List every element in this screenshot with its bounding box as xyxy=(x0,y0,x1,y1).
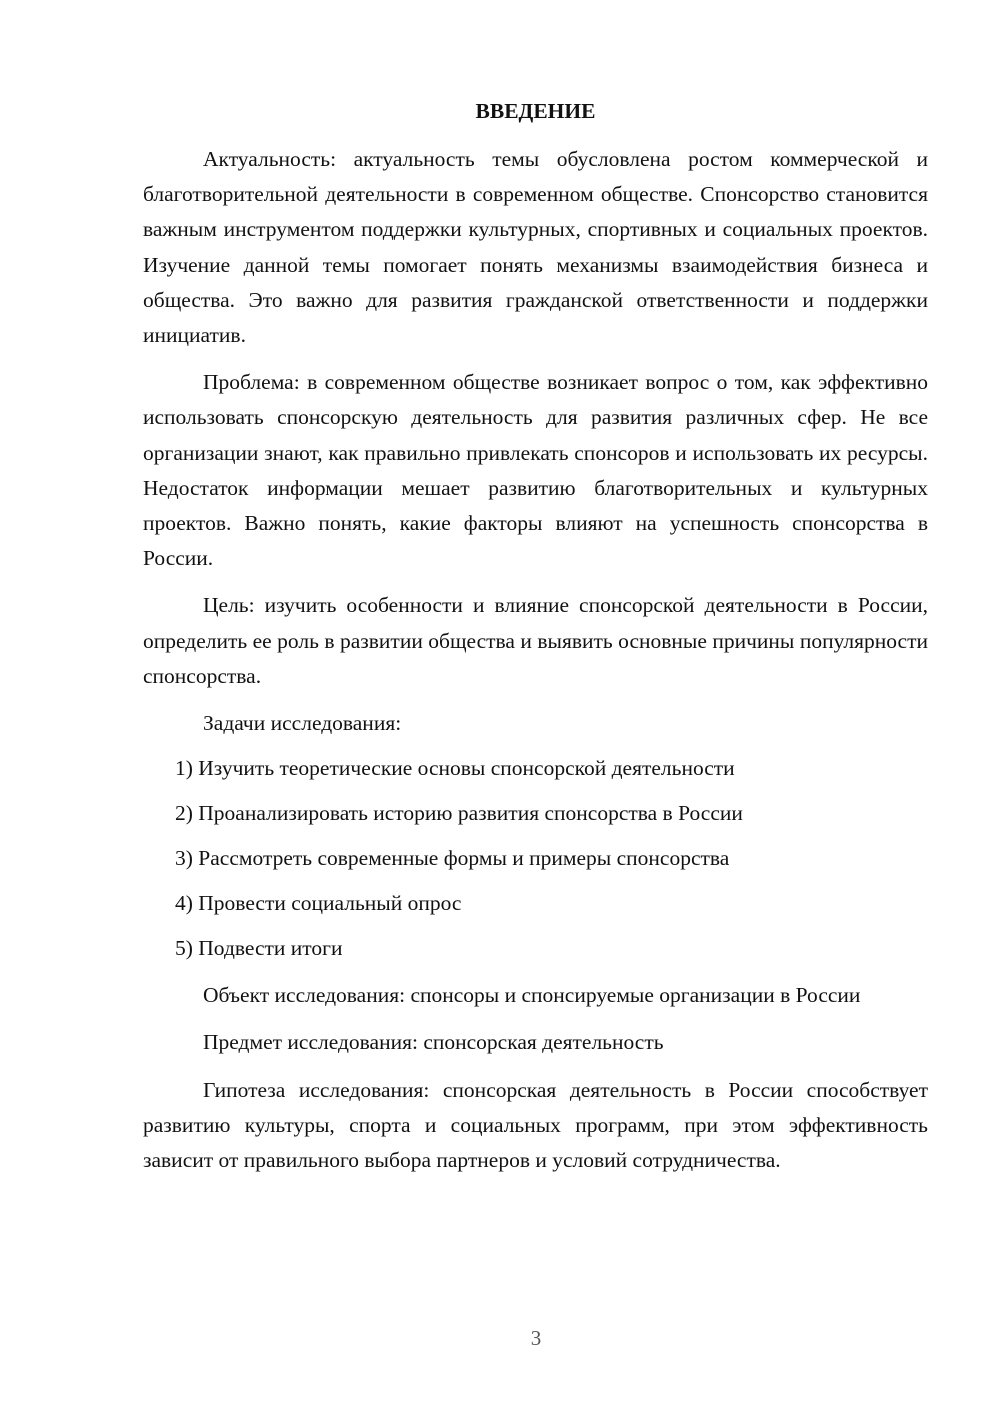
list-item: 4) Провести социальный опрос xyxy=(175,891,462,916)
document-page xyxy=(143,94,928,1178)
tasks-list xyxy=(143,751,928,966)
paragraph-subject: Предмет исследования: спонсорская деятельность xyxy=(203,1030,664,1055)
paragraph-relevance: Актуальность: актуальность темы обусловлена ростом коммерческой и благотворительной деятельности в современном обществе. Спонсорство становится важным инструментом поддержки культурных, спортивных и социальных проектов. Изучение данной темы помогает понять механизмы взаимодействия бизнеса и общества. Это важно для развития гражданской ответственности и поддержки инициатив. xyxy=(143,147,928,348)
paragraph-goal: Цель: изучить особенности и влияние спонсорской деятельности в России, определить ее роль в развитии общества и выявить основные причины популярности спонсорства. xyxy=(143,593,928,688)
paragraph-problem: Проблема: в современном обществе возникает вопрос о том, как эффективно использовать спонсорскую деятельность для развития различных сфер. Не все организации знают, как правильно привлекать спонсоров и использовать их ресурсы. Недостаток информации мешает развитию благотворительных и культурных проектов. Важно понять, какие факторы влияют на успешность спонсорства в России. xyxy=(143,370,928,571)
paragraph-object: Объект исследования: спонсоры и спонсируемые организации в России xyxy=(203,983,861,1008)
list-item: 3) Рассмотреть современные формы и примеры спонсорства xyxy=(175,846,730,871)
paragraph-hypothesis: Гипотеза исследования: спонсорская деятельность в России способствует развитию культуры, спорта и социальных программ, при этом эффективность зависит от правильного выбора партнеров и условий сотрудничества. xyxy=(143,1077,928,1173)
section-title: ВВЕДЕНИЕ xyxy=(475,99,596,123)
list-item: 5) Подвести итоги xyxy=(175,936,343,961)
paragraph-tasks-heading: Задачи исследования: xyxy=(203,711,402,736)
page-number: 3 xyxy=(530,1326,542,1350)
list-item: 1) Изучить теоретические основы спонсорской деятельности xyxy=(175,756,735,781)
list-item: 2) Проанализировать историю развития спонсорства в России xyxy=(175,801,743,826)
